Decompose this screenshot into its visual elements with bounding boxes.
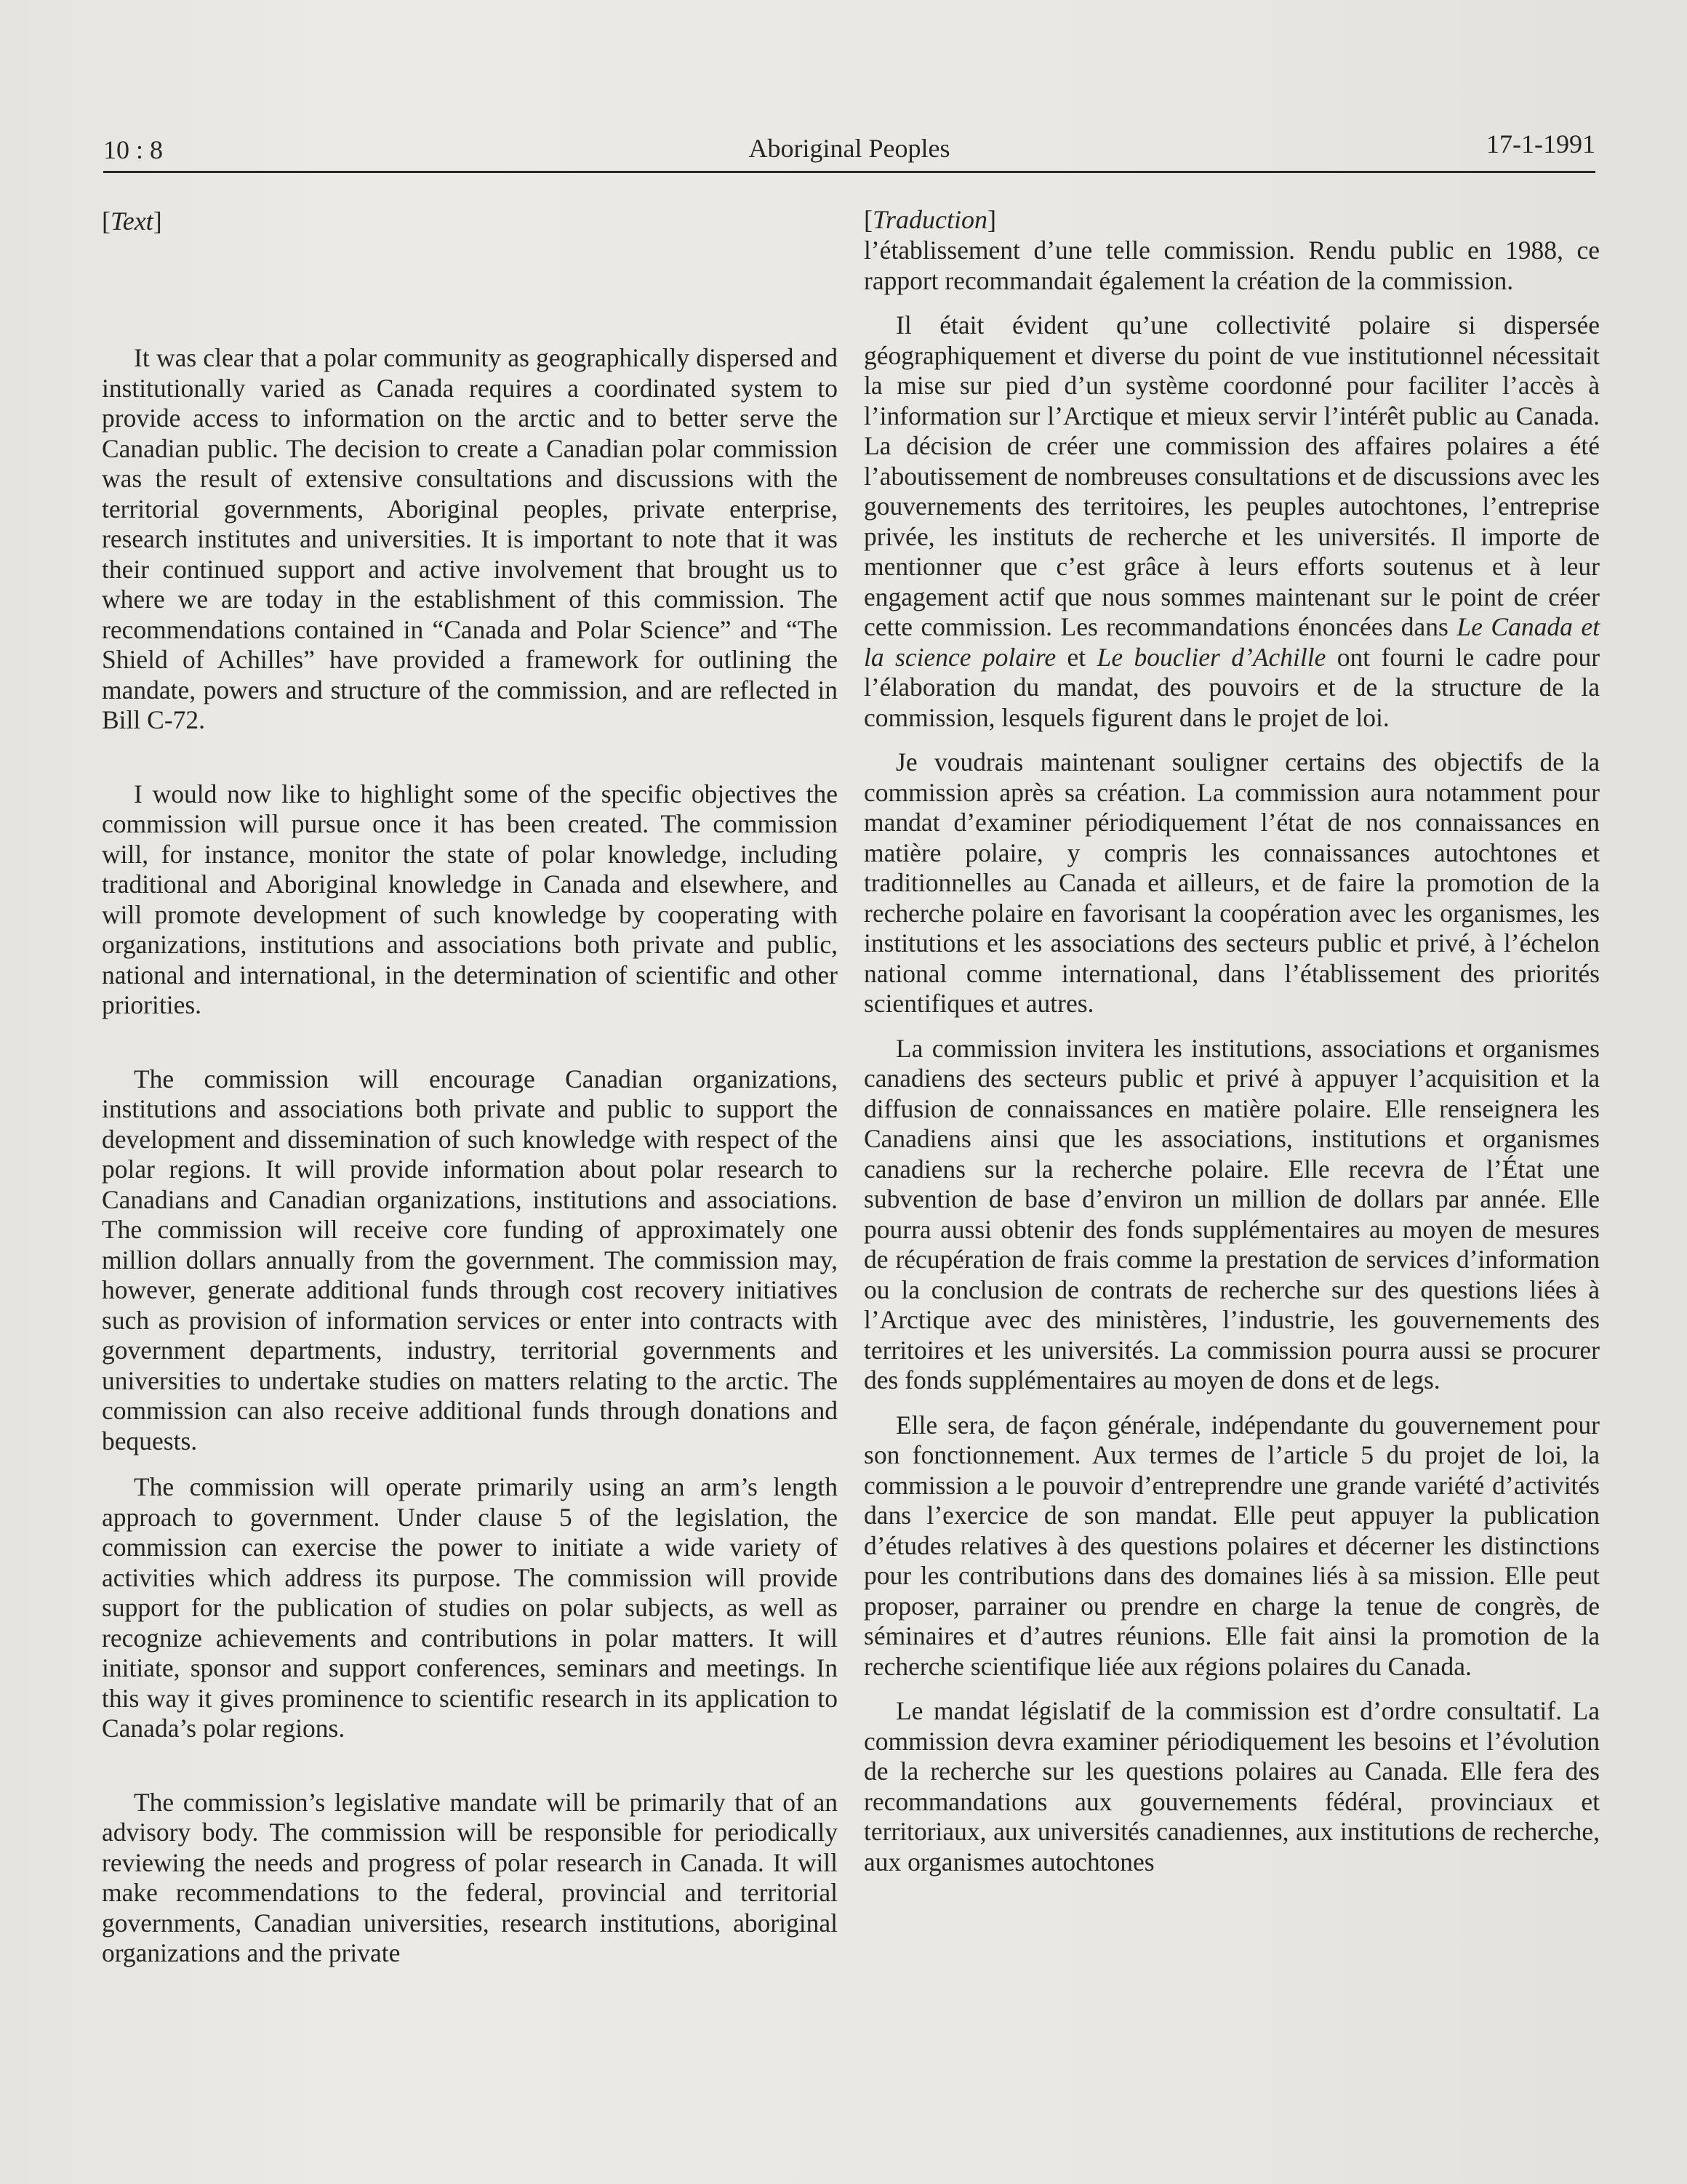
publication-title: Aboriginal Peoples: [748, 134, 950, 163]
french-paragraph: Le mandat législatif de la commission est d’ordre consultatif. La commission devra examiner périodiquement les besoins et l’évolution de la recherche sur les questions polaires au Canada. Elle fera des recommandations aux gouvernements fédéral, provinciaux et territoriaux, aux universités canadiennes, aux institutions de recherche, aux organismes autochtones: [864, 1696, 1600, 1876]
text-label: [Text]: [102, 206, 162, 236]
english-paragraph: It was clear that a polar community as geographically dispersed and institutionally varied as Canada requires a coordinated system to provide access to information on the arctic and to better serve the Canadian public. The decision to create a Canadian polar commission was the result of extensive consultations and discussions with the territorial governments, Aboriginal peoples, private enterprise, research institutes and universities. It is important to note that it was their continued support and active involvement that brought us to where we are today in the establishment of this commission. The recommendations contained in “Canada and Polar Science” and “The Shield of Achilles” have provided a framework for outlining the mandate, powers and structure of the commission, and are reflected in Bill C-72.: [102, 343, 838, 734]
header-rule: [103, 171, 1595, 173]
english-paragraph: I would now like to highlight some of the specific objectives the commission will pursue once it has been created. The commission will, for instance, monitor the state of polar knowledge, including traditional and Aboriginal knowledge in Canada and elsewhere, and will promote development of such knowledge by cooperating with organizations, institutions and associations both private and public, national and international, in the determination of scientific and other priorities.: [102, 779, 838, 1019]
title-le-canada-et-la-science-polaire: Le Canada et la science polaire: [864, 612, 1600, 672]
title-le-bouclier-d-achille: Le bouclier d’Achille: [1097, 642, 1326, 672]
traduction-label: [Traduction]: [864, 205, 997, 234]
english-column: [102, 205, 838, 2001]
page-number: 10 : 8: [103, 135, 164, 164]
french-paragraph: l’établissement d’une telle commission. Rendu public en 1988, ce rapport recommandait également la création de la commission.: [864, 236, 1600, 295]
english-paragraph: The commission will encourage Canadian organizations, institutions and associations both private and public to support the development and dissemination of such knowledge with respect of the polar regions. It will provide information about polar research to Canadians and Canadian organizations, institutions and associations. The commission will receive core funding of approximately one million dollars annually from the government. The commission may, however, generate additional funds through cost recovery initiatives such as provision of information services or enter into contracts with government departments, industry, territorial governments and universities to undertake studies on matters relating to the arctic. The commission can also receive additional funds through donations and bequests.: [102, 1064, 838, 1456]
french-paragraph: La commission invitera les institutions, associations et organismes canadiens des secteurs public et privé à appuyer l’acquisition et la diffusion de connaissances en matière polaire. Elle renseignera les Canadiens ainsi que les associations, institutions et organismes canadiens sur la recherche polaire. Elle recevra de l’État une subvention de base d’environ un million de dollars par année. Elle pourra aussi obtenir des fonds supplémentaires au moyen de mesures de récupération de frais comme la prestation de services d’information ou la conclusion de contrats de recherche sur des questions liées à l’Arctique avec des ministères, l’industrie, les gouvernements des territoires et les universités. La commission pourra aussi se procurer des fonds supplémentaires au moyen de dons et de legs.: [864, 1033, 1600, 1394]
issue-date: 17-1-1991: [1486, 129, 1595, 158]
english-paragraph: The commission’s legislative mandate will be primarily that of an advisory body. The commission will be responsible for periodically reviewing the needs and progress of polar research in Canada. It will make recommendations to the federal, provincial and territorial governments, Canadian universities, research institutions, aboriginal organizations and the private: [102, 1787, 838, 1967]
french-paragraph: Je voudrais maintenant souligner certains des objectifs de la commission après sa création. La commission aura notamment pour mandat d’examiner périodiquement l’état de nos connaissances en matière polaire, y compris les connaissances autochtones et traditionnelles au Canada et ailleurs, et de faire la promotion de la recherche polaire en favorisant la coopération avec les organismes, les institutions et les associations des secteurs public et privé, à l’échelon national comme international, dans l’établissement des priorités scientifiques et autres.: [864, 747, 1600, 1018]
french-paragraph: Elle sera, de façon générale, indépendante du gouvernement pour son fonctionnement. Aux termes de l’article 5 du projet de loi, la commission a le pouvoir d’entreprendre une grande variété d’activités dans l’exercice de son mandat. Elle peut appuyer la publication d’études relatives à des questions polaires et décerner les distinctions pour les contributions dans des domaines liés à sa mission. Elle peut proposer, parrainer ou prendre en charge la tenue de congrès, de séminaires et d’autres réunions. Elle fait ainsi la promotion de la recherche scientifique liée aux régions polaires du Canada.: [864, 1410, 1600, 1681]
page-header: [103, 127, 1595, 172]
english-paragraph: The commission will operate primarily using an arm’s length approach to government. Under clause 5 of the legislation, the commission can exercise the power to initiate a wide variety of activities which address its purpose. The commission will provide support for the publication of studies on polar subjects, as well as recognize achievements and contributions in polar matters. It will initiate, sponsor and support conferences, seminars and meetings. In this way it gives prominence to scientific research in its application to Canada’s polar regions.: [102, 1472, 838, 1743]
french-column: [864, 204, 1600, 1892]
french-paragraph: Il était évident qu’une collectivité polaire si dispersée géographiquement et diverse du point de vue institutionnel nécessitait la mise sur pied d’un système coordonné pour faciliter l’accès à l’information sur l’Arctique et mieux servir l’intérêt public au Canada. La décision de créer une commission des affaires polaires a été l’aboutissement de nombreuses consultations et de discussions avec les gouvernements des territoires, les peuples autochtones, l’entreprise privée, les instituts de recherche et les universités. Il importe de mentionner que c’est grâce à leurs efforts soutenus et à leur engagement actif que nous sommes maintenant sur le point de créer cette commission. Les recommandations énoncées dans Le Canada et la science polaire et Le bouclier d’Achille ont fourni le cadre pour l’élaboration du mandat, des pouvoirs et de la structure de la commission, lesquels figurent dans le projet de loi.: [864, 310, 1600, 732]
